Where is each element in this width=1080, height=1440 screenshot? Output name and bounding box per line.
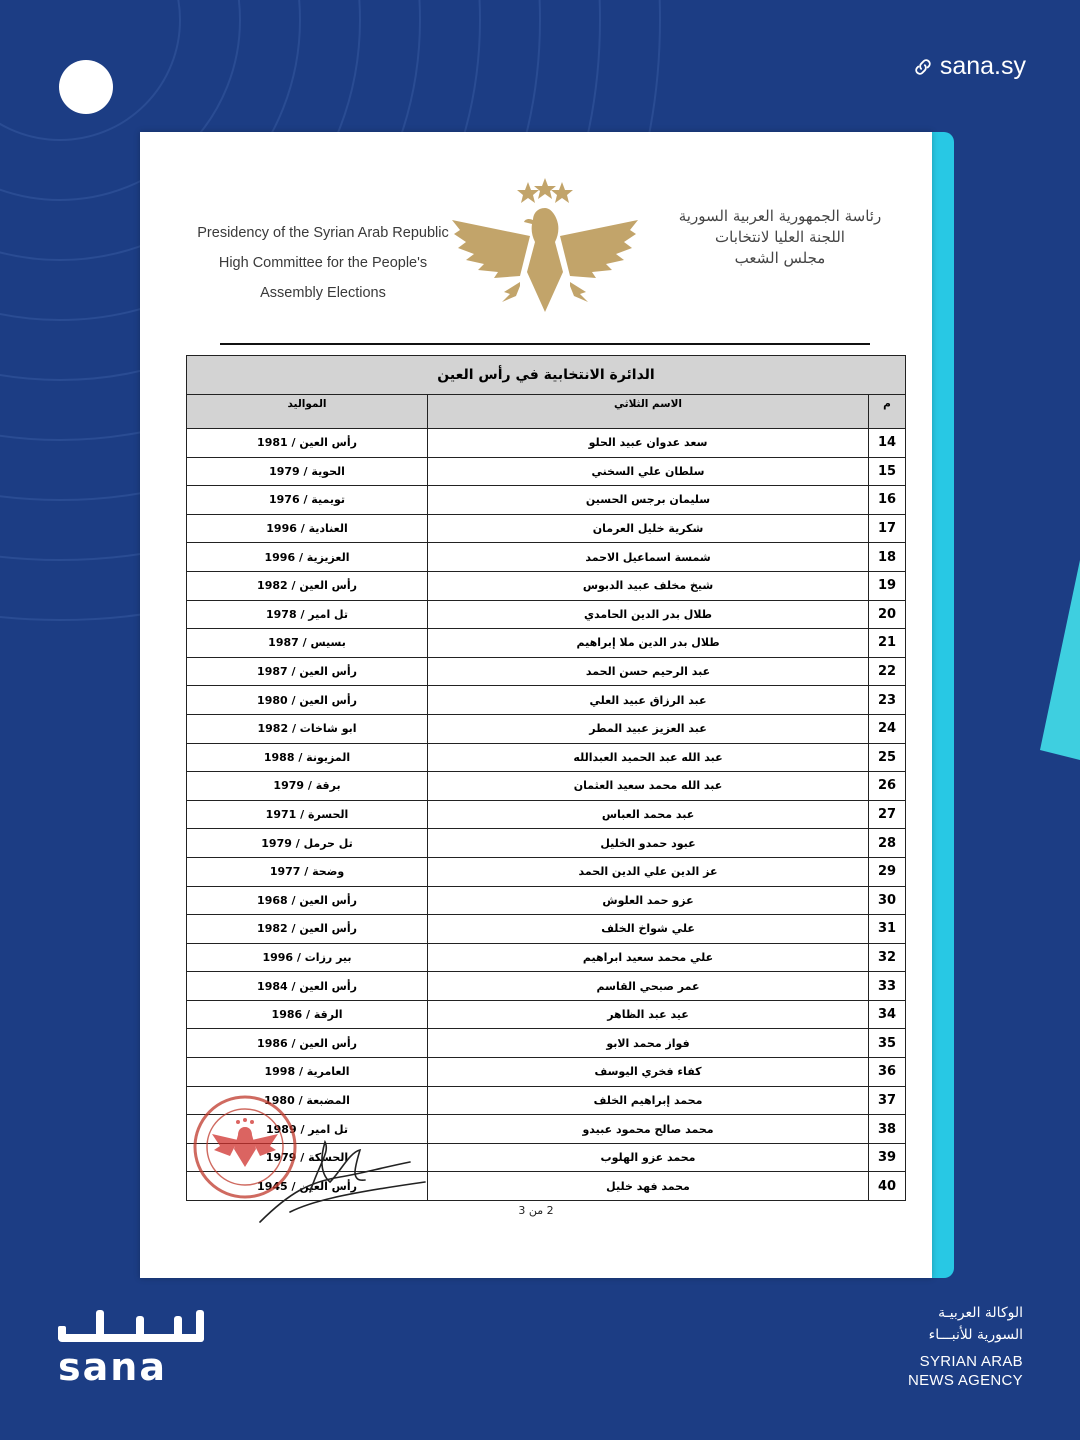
row-number: 25 xyxy=(869,743,906,772)
agency-name xyxy=(908,1302,1023,1390)
row-number: 27 xyxy=(869,800,906,829)
table-row xyxy=(187,629,906,658)
header-ar-line: مجلس الشعب xyxy=(734,249,826,267)
candidate-name: محمد صالح محمود عبيدو xyxy=(428,1115,869,1144)
row-number: 19 xyxy=(869,571,906,600)
candidate-name: عبد العزيز عبيد المطر xyxy=(428,714,869,743)
header-en-line: Presidency of the Syrian Arab Republic xyxy=(197,225,449,241)
candidate-name: عز الدين علي الدين الحمد xyxy=(428,857,869,886)
agency-ar-line: السورية للأنبـــاء xyxy=(928,1327,1023,1343)
row-number: 17 xyxy=(869,514,906,543)
table-row xyxy=(187,543,906,572)
candidate-name: محمد إبراهيم الخلف xyxy=(428,1086,869,1115)
table-row xyxy=(187,600,906,629)
birth-info: تل امير / 1978 xyxy=(187,600,428,629)
birth-info: رأس العين / 1982 xyxy=(187,915,428,944)
header-ar-line: رئاسة الجمهورية العربية السورية xyxy=(678,207,882,225)
birth-info: الحوية / 1979 xyxy=(187,457,428,486)
table-row xyxy=(187,686,906,715)
row-number: 30 xyxy=(869,886,906,915)
table-row xyxy=(187,714,906,743)
birth-info: بسيس / 1987 xyxy=(187,629,428,658)
column-header-num: م xyxy=(869,395,906,429)
birth-info: العامرية / 1998 xyxy=(187,1058,428,1087)
birth-info: رأس العين / 1980 xyxy=(187,686,428,715)
district-title: الدائرة الانتخابية في رأس العين xyxy=(187,356,906,395)
birth-info: المضبعة / 1980 xyxy=(187,1086,428,1115)
birth-info: ابو شاخات / 1982 xyxy=(187,714,428,743)
candidate-name: سعد عدوان عبيد الحلو xyxy=(428,429,869,458)
table-row xyxy=(187,915,906,944)
row-number: 37 xyxy=(869,1086,906,1115)
header-arabic xyxy=(650,206,910,269)
table-row xyxy=(187,457,906,486)
candidate-name: عبد محمد العباس xyxy=(428,800,869,829)
table-row xyxy=(187,1029,906,1058)
candidate-name: شمسة اسماعيل الاحمد xyxy=(428,543,869,572)
table-row xyxy=(187,772,906,801)
row-number: 35 xyxy=(869,1029,906,1058)
birth-info: الرقة / 1986 xyxy=(187,1000,428,1029)
birth-info: رأس العين / 1968 xyxy=(187,886,428,915)
candidates-table xyxy=(186,355,906,1201)
candidate-name: سلطان علي السخني xyxy=(428,457,869,486)
table-row xyxy=(187,943,906,972)
row-number: 31 xyxy=(869,915,906,944)
candidate-name: محمد عزو الهلوب xyxy=(428,1143,869,1172)
table-row xyxy=(187,886,906,915)
column-header-birth: المواليد xyxy=(187,395,428,429)
table-row xyxy=(187,1058,906,1087)
election-document xyxy=(140,132,932,1278)
birth-info: رأس العين / 1981 xyxy=(187,429,428,458)
row-number: 26 xyxy=(869,772,906,801)
agency-en-line: SYRIAN ARAB xyxy=(919,1353,1023,1370)
svg-text:sana: sana xyxy=(58,1345,167,1386)
row-number: 15 xyxy=(869,457,906,486)
row-number: 39 xyxy=(869,1143,906,1172)
birth-info: رأس العين / 1982 xyxy=(187,571,428,600)
candidate-name: عيد عبد الظاهر xyxy=(428,1000,869,1029)
agency-en-line: NEWS AGENCY xyxy=(908,1372,1023,1389)
row-number: 28 xyxy=(869,829,906,858)
site-url: sana.sy xyxy=(939,52,1026,80)
candidate-name: علي محمد سعيد ابراهيم xyxy=(428,943,869,972)
header-divider xyxy=(220,343,870,345)
row-number: 24 xyxy=(869,714,906,743)
table-row xyxy=(187,514,906,543)
birth-info: بير رزات / 1996 xyxy=(187,943,428,972)
birth-info: تويمية / 1976 xyxy=(187,486,428,515)
agency-name-ar xyxy=(908,1302,1023,1346)
table-row xyxy=(187,1000,906,1029)
row-number: 23 xyxy=(869,686,906,715)
table-row xyxy=(187,657,906,686)
page-number: 2 من 3 xyxy=(518,1204,554,1217)
row-number: 32 xyxy=(869,943,906,972)
table-row xyxy=(187,429,906,458)
birth-info: المزيونة / 1988 xyxy=(187,743,428,772)
birth-info: تل حرمل / 1979 xyxy=(187,829,428,858)
row-number: 16 xyxy=(869,486,906,515)
candidate-name: سليمان برجس الحسين xyxy=(428,486,869,515)
row-number: 20 xyxy=(869,600,906,629)
agency-ar-line: الوكالة العربيـة xyxy=(938,1305,1023,1321)
candidate-name: محمد فهد خليل xyxy=(428,1172,869,1201)
candidate-name: شيخ مخلف عبيد الدبوس xyxy=(428,571,869,600)
birth-info: رأس العين / 1987 xyxy=(187,657,428,686)
birth-info: رأس العين / 1986 xyxy=(187,1029,428,1058)
row-number: 34 xyxy=(869,1000,906,1029)
table-row xyxy=(187,857,906,886)
birth-info: العزيزية / 1996 xyxy=(187,543,428,572)
agency-name-en xyxy=(908,1352,1023,1390)
birth-info: وضحة / 1977 xyxy=(187,857,428,886)
row-number: 18 xyxy=(869,543,906,572)
birth-info: الحسرة / 1971 xyxy=(187,800,428,829)
header-en-line: Assembly Elections xyxy=(260,285,386,301)
birth-info: تل امير / 1989 xyxy=(187,1115,428,1144)
candidate-name: عبد الرحيم حسن الحمد xyxy=(428,657,869,686)
table-row xyxy=(187,972,906,1001)
row-number: 33 xyxy=(869,972,906,1001)
candidate-name: شكرية خليل العرمان xyxy=(428,514,869,543)
row-number: 36 xyxy=(869,1058,906,1087)
header-ar-line: اللجنة العليا لانتخابات xyxy=(715,228,845,246)
candidate-name: فواز محمد الابو xyxy=(428,1029,869,1058)
birth-info: برقة / 1979 xyxy=(187,772,428,801)
candidate-name: علي شواخ الخلف xyxy=(428,915,869,944)
birth-info: العنادية / 1996 xyxy=(187,514,428,543)
teal-decoration xyxy=(1040,560,1080,760)
table-row xyxy=(187,829,906,858)
row-number: 40 xyxy=(869,1172,906,1201)
row-number: 21 xyxy=(869,629,906,658)
sana-logo-icon xyxy=(56,1306,206,1386)
table-row xyxy=(187,486,906,515)
candidate-name: عبد الله محمد سعيد العثمان xyxy=(428,772,869,801)
link-icon xyxy=(912,56,934,78)
candidate-name: عمر صبحي القاسم xyxy=(428,972,869,1001)
candidate-name: كفاء فخري اليوسف xyxy=(428,1058,869,1087)
table-row xyxy=(187,800,906,829)
decorative-dot xyxy=(59,60,113,114)
row-number: 22 xyxy=(869,657,906,686)
candidate-name: طلال بدر الدين ملا إبراهيم xyxy=(428,629,869,658)
table-row xyxy=(187,571,906,600)
column-header-name: الاسم الثلاثي xyxy=(428,395,869,429)
header-english xyxy=(188,218,458,308)
candidate-name: عبد الرزاق عبيد العلي xyxy=(428,686,869,715)
birth-info: الحسكة / 1979 xyxy=(187,1143,428,1172)
birth-info: رأس العين / 1945 xyxy=(187,1172,428,1201)
table-row xyxy=(187,743,906,772)
candidate-name: طلال بدر الدين الحامدي xyxy=(428,600,869,629)
eagle-emblem-icon xyxy=(450,178,640,323)
row-number: 14 xyxy=(869,429,906,458)
site-link[interactable] xyxy=(912,52,1026,81)
header-en-line: High Committee for the People's xyxy=(218,255,428,271)
candidate-name: عبود حمدو الخليل xyxy=(428,829,869,858)
row-number: 29 xyxy=(869,857,906,886)
candidate-name: عزو حمد العلوش xyxy=(428,886,869,915)
row-number: 38 xyxy=(869,1115,906,1144)
birth-info: رأس العين / 1984 xyxy=(187,972,428,1001)
candidate-name: عبد الله عبد الحميد العبدالله xyxy=(428,743,869,772)
